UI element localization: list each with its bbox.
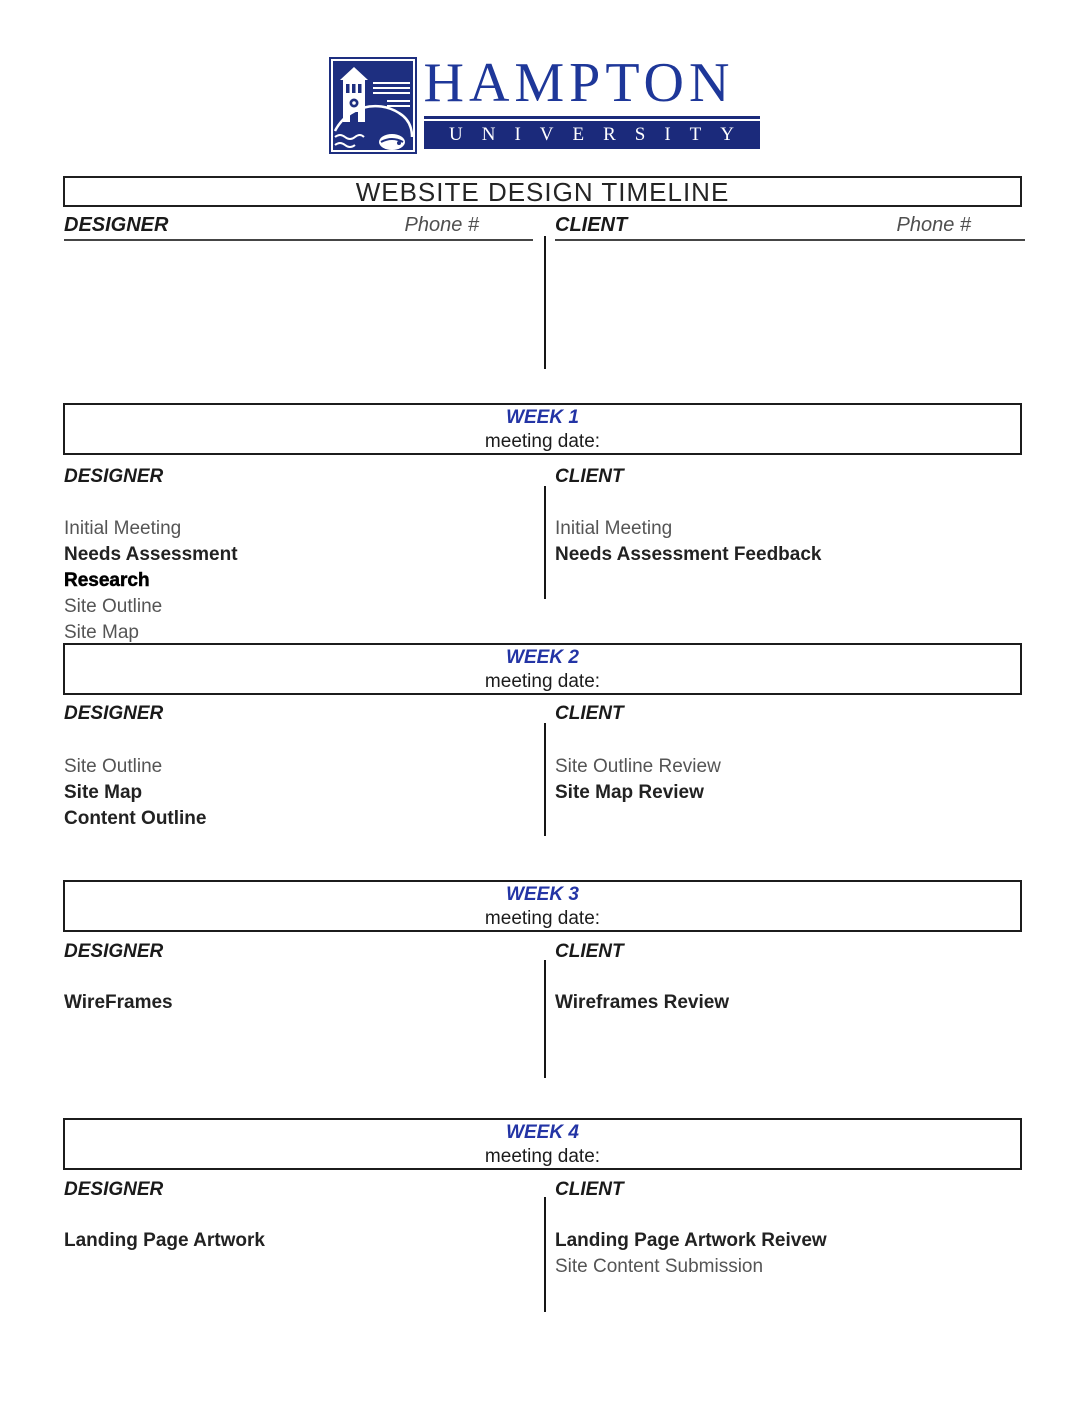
task-item: Initial Meeting — [555, 518, 673, 539]
week-3-client-header: CLIENT — [555, 941, 624, 962]
week-2-header-box — [63, 643, 1022, 695]
hampton-university-logo — [0, 52, 1088, 154]
week-3-client-tasks — [555, 990, 729, 1016]
task-item: Landing Page Artwork Reivew — [555, 1230, 827, 1251]
week-3-designer-tasks — [64, 990, 173, 1016]
week-1-header-box — [63, 403, 1022, 455]
week-1-client-header: CLIENT — [555, 466, 624, 487]
institution-name: HAMPTON — [423, 52, 735, 114]
week-4-divider-line — [544, 1197, 546, 1312]
week-4-client-tasks — [555, 1228, 827, 1280]
week-2-label: WEEK 2 — [506, 647, 579, 668]
task-item: Wireframes Review — [555, 992, 730, 1013]
week-1-label: WEEK 1 — [506, 407, 579, 428]
week-4-meeting-date-label: meeting date: — [484, 1146, 601, 1167]
week-2-client-tasks — [555, 754, 721, 806]
week-3-meeting-date-label: meeting date: — [484, 908, 601, 929]
logo-wordmark — [423, 52, 760, 154]
week-3-label: WEEK 3 — [506, 884, 579, 905]
week-3-divider-line — [544, 960, 546, 1078]
week-1-designer-header: DESIGNER — [64, 466, 164, 487]
contact-divider-line — [544, 236, 546, 369]
week-4-label: WEEK 4 — [506, 1122, 579, 1143]
clock-tower-emblem-icon — [329, 57, 417, 154]
week-4-designer-header: DESIGNER — [64, 1179, 164, 1200]
client-contact-header — [555, 214, 1025, 241]
client-phone-label: Phone # — [896, 214, 971, 236]
task-item: Initial Meeting — [64, 518, 182, 539]
client-label: CLIENT — [555, 214, 628, 236]
designer-contact-header — [64, 214, 533, 241]
task-item: Research — [64, 570, 150, 591]
week-3-designer-header: DESIGNER — [64, 941, 164, 962]
week-4-header-box — [63, 1118, 1022, 1170]
task-item: Site Content Submission — [555, 1256, 764, 1277]
week-1-meeting-date-label: meeting date: — [484, 431, 601, 452]
task-item: Site Map Review — [555, 782, 704, 803]
week-2-designer-header: DESIGNER — [64, 703, 164, 724]
week-4-designer-tasks — [64, 1228, 265, 1254]
task-item: Site Map — [64, 782, 143, 803]
task-item: Needs Assessment — [64, 544, 238, 565]
week-1-designer-tasks — [64, 516, 238, 646]
wordmark-rule — [424, 116, 760, 119]
task-item: Needs Assessment Feedback — [555, 544, 822, 565]
page-title: WEBSITE DESIGN TIMELINE — [63, 176, 1022, 207]
week-4-client-header: CLIENT — [555, 1179, 624, 1200]
week-2-divider-line — [544, 723, 546, 836]
task-item: Site Outline Review — [555, 756, 721, 777]
week-1-client-tasks — [555, 516, 821, 568]
task-item: Site Outline — [64, 596, 163, 617]
institution-subname: UNIVERSITY — [424, 121, 760, 149]
task-item: WireFrames — [64, 992, 173, 1013]
task-item: Site Outline — [64, 756, 163, 777]
week-3-header-box — [63, 880, 1022, 932]
task-item: Content Outline — [64, 808, 207, 829]
task-item: Landing Page Artwork — [64, 1230, 265, 1251]
week-2-client-header: CLIENT — [555, 703, 624, 724]
designer-phone-label: Phone # — [404, 214, 479, 236]
designer-label: DESIGNER — [64, 214, 169, 236]
task-item: Site Map — [64, 622, 139, 643]
week-1-divider-line — [544, 486, 546, 599]
week-2-designer-tasks — [64, 754, 206, 832]
week-2-meeting-date-label: meeting date: — [484, 671, 601, 692]
